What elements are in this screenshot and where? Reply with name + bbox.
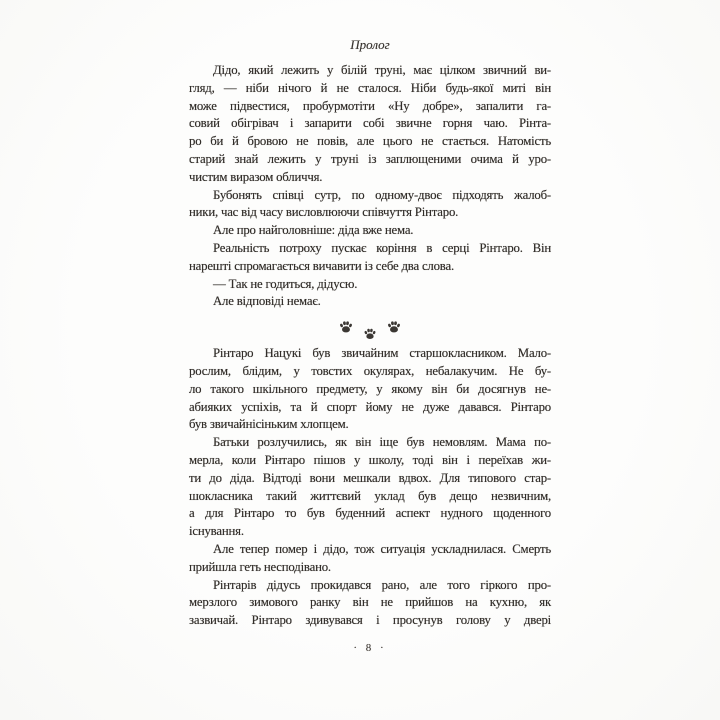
- paragraph: [189, 240, 551, 276]
- text-line: мерла, коли Рінтаро пішов у школу, тоді він і переїхав жи-: [189, 452, 551, 467]
- paragraph: [189, 187, 551, 223]
- text-line: ти до діда. Відтоді вони мешкали вдвох. Для типового стар-: [189, 470, 551, 485]
- text-line: Але про найголовніше: діда вже нема.: [213, 223, 414, 238]
- text-line: — Так не годиться, дідусю.: [213, 276, 358, 291]
- text-line: зазвичай. Рінтаро здивувався і просунув голову у двері: [189, 613, 551, 628]
- text-line: Дідо, який лежить у білій труні, має цілком звичний ви-: [213, 63, 551, 77]
- text-line: нарешті спромагається вичавити із себе два слова.: [189, 258, 454, 273]
- text-line: Бубонять співці сутр, по одному-двоє підходять жалоб-: [213, 187, 551, 202]
- paragraph: [189, 276, 551, 294]
- paragraph: [189, 434, 551, 541]
- paw-print-icon-wrap: [387, 320, 401, 334]
- section-divider: [189, 311, 551, 345]
- text-line: мерзлого зимового ранку він не прийшов на кухню, як: [189, 595, 551, 610]
- text-line: ро би й бровою не повів, але цього не стається. Натомість: [189, 134, 551, 149]
- text-line: абияких успіхів, та й спорт йому не дуже давався. Рінтаро: [189, 399, 551, 414]
- text-line: чистим виразом обличчя.: [189, 169, 323, 184]
- text-line: а для Рінтаро то був буденний аспект нудного щоденного: [189, 506, 551, 521]
- text-line: Батьки розлучились, як він іще був немовлям. Мама по-: [213, 435, 551, 450]
- paragraph: [189, 345, 551, 434]
- text-line: ло такого шкільного предмету, у якому він би досягнув не-: [189, 381, 551, 396]
- paw-print-icon-wrap: [339, 320, 353, 334]
- text-line: Реальність потроху пускає коріння в серці Рінтаро. Він: [213, 240, 551, 255]
- paw-print-icon: [339, 320, 353, 334]
- paragraph: [189, 62, 551, 187]
- text-line: гляд, — ніби нічого й не сталося. Ніби будь-якої миті він: [189, 80, 551, 95]
- text-line: може підвестися, пробурмотіти «Ну добре», запалити га-: [189, 98, 551, 113]
- text-line: Рінтаро Нацукі був звичайним старшокласником. Мало-: [213, 346, 551, 361]
- paragraph: [189, 541, 551, 577]
- text-line: старий знай лежить у труні із заплющеними очима й уро-: [189, 151, 551, 166]
- paragraph: [189, 222, 551, 240]
- text-line: Але тепер помер і дідо, тож ситуація ускладнилася. Смерть: [213, 541, 551, 556]
- text-line: Рінтарів дідусь прокидався рано, але того гіркого про-: [213, 577, 551, 592]
- text-line: існування.: [189, 524, 244, 539]
- text-line: прийшла геть несподівано.: [189, 559, 331, 574]
- paw-print-icon: [364, 328, 377, 341]
- paw-print-icon: [387, 320, 401, 334]
- paw-print-icon-wrap: [364, 328, 377, 341]
- text-line: рослим, блідим, у товстих окулярах, небалакучим. Не бу-: [189, 363, 551, 378]
- body-text: [189, 62, 551, 630]
- text-line: шокласника такий життєвий уклад був дещо незвичним,: [189, 488, 551, 503]
- paragraph: [189, 577, 551, 630]
- text-line: Але відповіді немає.: [213, 294, 321, 309]
- text-line: ники, час від часу висловлюючи співчуття Рінтаро.: [189, 205, 459, 220]
- page-number: · 8 ·: [353, 641, 387, 654]
- text-line: совий обігрівач і запарити собі звичне горня чаю. Рінта-: [189, 116, 551, 131]
- paragraph: [189, 293, 551, 311]
- text-line: був звичайнісіньким хлопцем.: [189, 417, 349, 432]
- chapter-title: Пролог: [350, 37, 390, 52]
- text-column: [189, 0, 551, 654]
